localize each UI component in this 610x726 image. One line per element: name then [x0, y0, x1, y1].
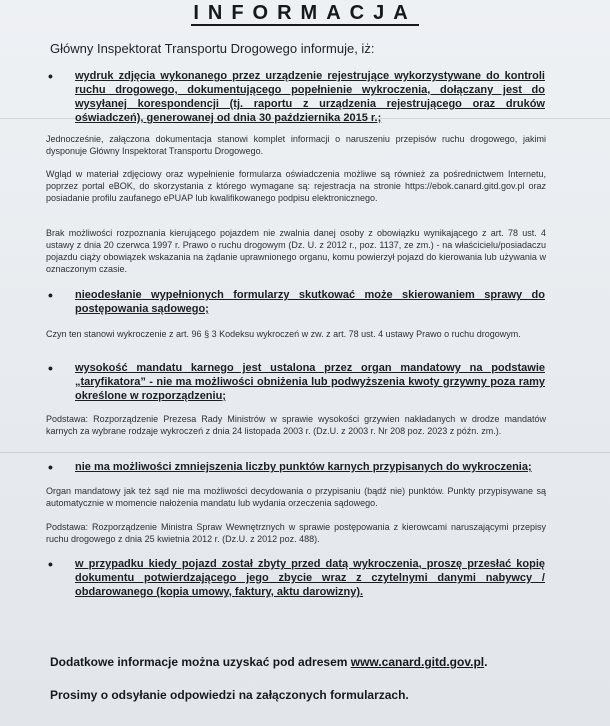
paragraph: Brak możliwości rozpoznania kierującego pojazdem nie zwalnia danej osoby z obowiązku wynikającego z art. 78 ust. 4 ustawy z dnia 20 czerwca 1997 r. Prawo o ruchu drogowym (Dz. U. z 2012 r., poz. 1137, ze zm.) - na właścicielu/posiadaczu pojazdu ciąży obowiązek wskazania na żądanie uprawnionego organu, komu powierzył pojazd do kierowania lub używania w oznaczonym czasie.: [46, 228, 546, 274]
bullet-text: nie ma możliwości zmniejszenia liczby punktów karnych przypisanych do wykroczenia;: [75, 461, 532, 473]
paragraph: Organ mandatowy jak też sąd nie ma możliwości decydowania o przypisaniu (bądź nie) punktów. Punkty przypisywane są automatycznie w momencie nałożenia mandatu lub wydania orzeczenia sądowego.: [46, 486, 546, 508]
bullet-marker: •: [48, 360, 53, 376]
paragraph: Wgląd w materiał zdjęciowy oraz wypełnienie formularza oświadczenia możliwe są również za pośrednictwem Internetu, poprzez portal eBOK, do skorzystania z którego wymagane są: rejestracja na stronie https://ebok.canard.gitd.gov.pl oraz posiadanie profilu zaufanego ePUAP lub kwalifikowanego podpisu elektronicznego.: [46, 169, 546, 203]
document-title: INFORMACJA: [193, 2, 417, 24]
bullet-marker: •: [48, 68, 53, 84]
bullet-text: wysokość mandatu karnego jest ustalona przez organ mandatowy na podstawie „taryfikatora” - nie ma możliwości obniżenia lub podwyższenia kwoty grzywny poza ramy określone w rozporządzeniu;: [75, 362, 545, 402]
bullet-text: nieodesłanie wypełnionych formularzy skutkować może skierowaniem sprawy do postępowania sądowego;: [75, 289, 545, 315]
paragraph: Jednocześnie, załączona dokumentacja stanowi komplet informacji o naruszeniu przepisów ruchu drogowego, jakimi dysponuje Główny Inspektorat Transportu Drogowego.: [46, 134, 546, 156]
additional-info-line: [50, 655, 487, 669]
website-link[interactable]: www.canard.gitd.gov.pl: [350, 655, 485, 669]
bullet-item: [50, 557, 545, 599]
paper-crease: [0, 452, 610, 453]
bullet-marker: •: [48, 556, 53, 572]
bullet-text: wydruk zdjęcia wykonanego przez urządzenie rejestrujące wykorzystywane do kontroli ruchu drogowego, dokumentującego popełnienie wykroczenia, dołączany jest do wysyłanej korespondencji (tj. raportu z urządzenia rejestrującego oraz druków oświadczeń), generowanej od dnia 30 października 2015 r.;: [75, 70, 545, 124]
bullet-item: [50, 69, 545, 125]
additional-info-end: .: [484, 655, 488, 669]
bullet-marker: •: [48, 459, 53, 475]
additional-info-text: Dodatkowe informacje można uzyskać pod adresem: [50, 655, 351, 669]
paragraph: Czyn ten stanowi wykroczenie z art. 96 § 3 Kodeksu wykroczeń w zw. z art. 78 ust. 4 ustawy Prawo o ruchu drogowym.: [46, 329, 521, 339]
bullet-item: [50, 361, 545, 403]
bullet-item: [50, 288, 545, 316]
intro-line: Główny Inspektorat Transportu Drogowego informuje, iż:: [50, 41, 375, 56]
paragraph: Podstawa: Rozporządzenie Ministra Spraw Wewnętrznych w sprawie postępowania z kierowcami naruszającymi przepisy ruchu drogowego z dnia 25 kwietnia 2012 r. (Dz.U. z 2012 poz. 488).: [46, 522, 546, 544]
paragraph: Podstawa: Rozporządzenie Prezesa Rady Ministrów w sprawie wysokości grzywien nakładanych w drodze mandatów karnych za wybrane rodzaje wykroczeń z dnia 24 listopada 2003 r. (Dz.U. z 2003 r. Nr 208 poz. 2023 z późn. zm.).: [46, 414, 546, 436]
bullet-item: [50, 460, 545, 474]
bullet-marker: •: [48, 287, 53, 303]
closing-request: Prosimy o odsyłanie odpowiedzi na załączonych formularzach.: [50, 688, 409, 702]
bullet-text: w przypadku kiedy pojazd został zbyty przed datą wykroczenia, proszę przesłać kopię dokumentu potwierdzającego jego zbycie wraz z czytelnymi danymi nabywcy / obdarowanego (kopia umowy, faktury, aktu darowizny).: [75, 558, 545, 598]
